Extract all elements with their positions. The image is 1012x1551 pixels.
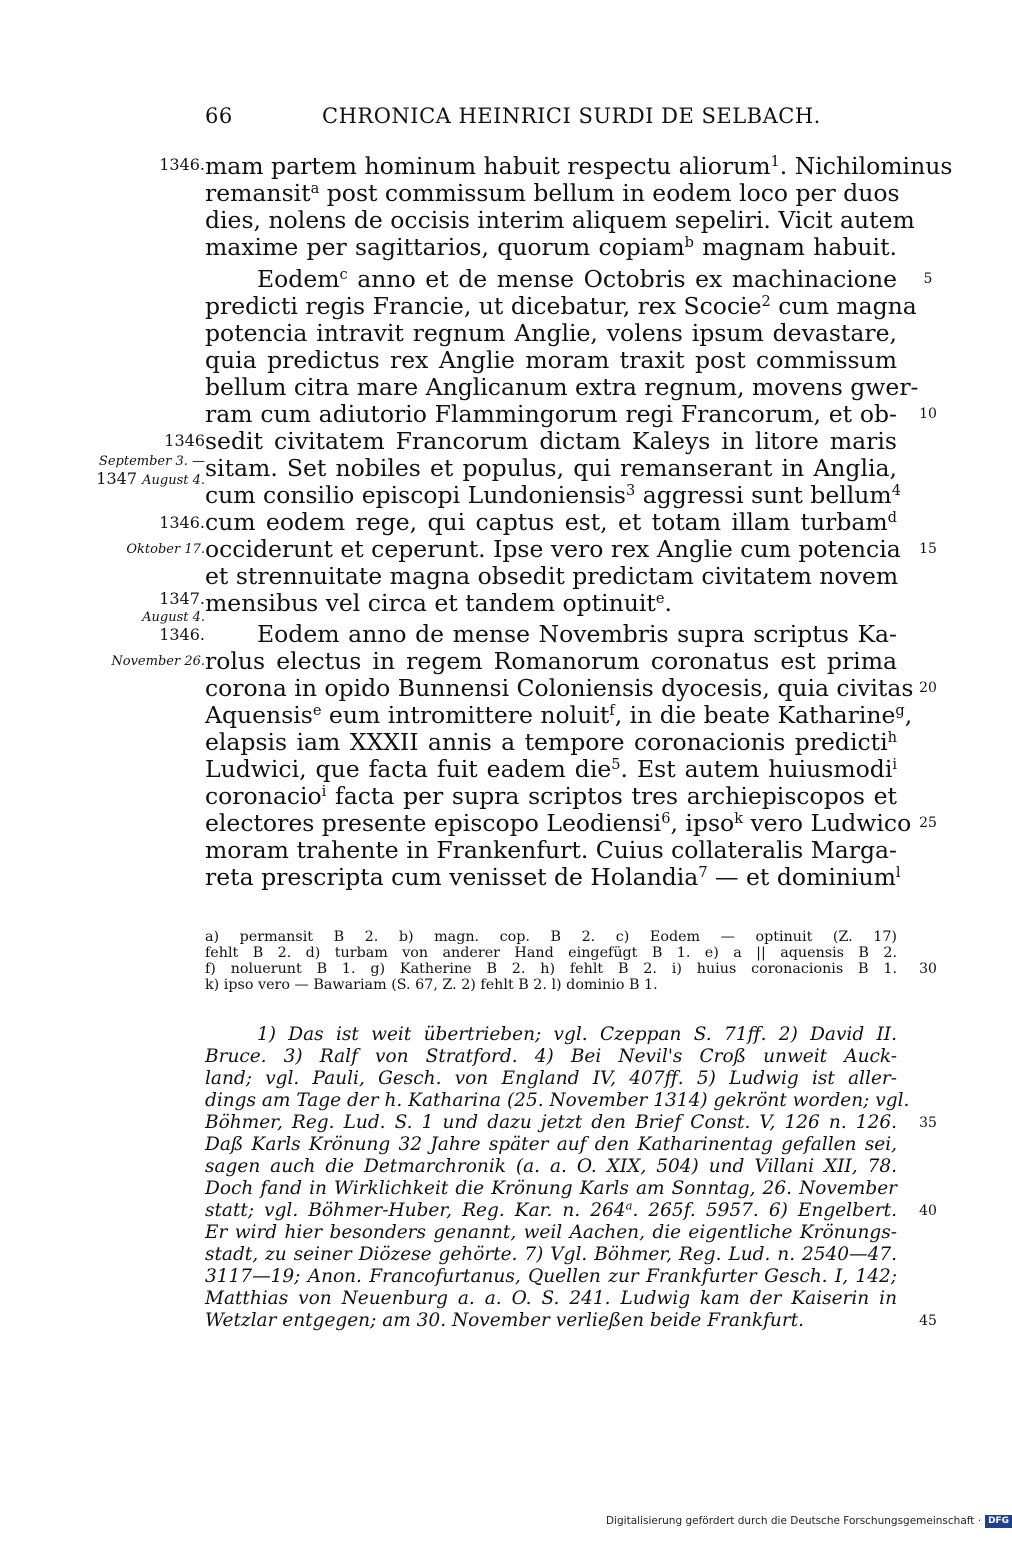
margin-note: 1346. xyxy=(159,155,205,174)
text-line: sedit civitatem Francorum dictam Kaleys in litore maris xyxy=(205,427,897,455)
footnote-line: Matthias von Neuenburg a. a. O. S. 241. Ludwig kam der Kaiserin in xyxy=(205,1288,897,1309)
text-line: remansit$^a$ post commissum bellum in eodem loco per duos xyxy=(205,179,900,207)
line-number: 25 xyxy=(919,815,937,831)
footnote-line: land; vgl. Pauli, Gesch. von England IV, 407ff. 5) Ludwig ist aller- xyxy=(205,1068,897,1089)
text-line: dies, nolens de occisis interim aliquem sepeliri. Vicit autem xyxy=(205,206,915,234)
margin-note: 1347. xyxy=(159,589,205,608)
footnote-line: Böhmer, Reg. Lud. S. 1 und dazu jetzt den Brief Const. V, 126 n. 126. xyxy=(205,1112,897,1133)
text-line: bellum citra mare Anglicanum extra regnum, movens gwer- xyxy=(205,373,919,401)
page-title: CHRONICA HEINRICI SURDI DE SELBACH. xyxy=(322,104,821,128)
apparatus-line: a) permansit B 2. b) magn. cop. B 2. c) Eodem — optinuit (Z. 17) xyxy=(205,929,897,945)
margin-note-date: August 4. xyxy=(142,610,205,625)
text-line: Aquensis$^e$ eum intromittere noluit$^f$, in die beate Katharine$^g$, xyxy=(205,701,913,729)
text-line: et strennuitate magna obsedit predictam civitatem novem xyxy=(205,562,899,590)
margin-note: 1346 xyxy=(164,431,205,450)
footnote-line: dings am Tage der h. Katharina (25. November 1314) gekrönt worden; vgl. xyxy=(205,1090,910,1111)
line-number: 20 xyxy=(919,680,937,696)
line-number: 40 xyxy=(919,1203,937,1219)
margin-note: 1347 August 4. xyxy=(96,469,205,488)
footnote-line: Doch fand in Wirklichkeit die Krönung Karls am Sonntag, 26. November xyxy=(205,1178,897,1199)
text-line: sitam. Set nobiles et populus, qui remanserant in Anglia, xyxy=(205,454,897,482)
text-line: elapsis iam XXXII annis a tempore coronacionis predicti$^h$ xyxy=(205,728,897,756)
text-line: reta prescripta cum venisset de Holandia$^7$ — et dominium$^l$ xyxy=(205,863,901,891)
text-line: mensibus vel circa et tandem optinuit$^e$. xyxy=(205,589,672,617)
text-line: Eodem anno de mense Novembris supra scriptus Ka- xyxy=(257,620,897,648)
line-number: 30 xyxy=(919,961,937,977)
text-line: coronacio$^i$ facta per supra scriptos tres archiepiscopos et xyxy=(205,782,897,810)
credit-text: Digitalisierung gefördert durch die Deutsche Forschungsgemeinschaft · xyxy=(606,1515,982,1527)
apparatus-line: f) noluerunt B 1. g) Katherine B 2. h) fehlt B 2. i) huius coronacionis B 1. xyxy=(205,961,897,977)
digitization-credit xyxy=(606,1510,1010,1532)
text-line: cum consilio episcopi Lundoniensis$^3$ aggressi sunt bellum$^4$ xyxy=(205,481,901,509)
footnote-line: statt; vgl. Böhmer-Huber, Reg. Kar. n. 264$^a$. 265f. 5957. 6) Engelbert. xyxy=(205,1198,898,1221)
line-number: 15 xyxy=(919,541,937,557)
margin-note-date: Oktober 17. xyxy=(126,542,205,557)
text-line: potencia intravit regnum Anglie, volens ipsum devastare, xyxy=(205,319,897,347)
line-number: 10 xyxy=(919,406,937,422)
text-line: Eodem$^c$ anno et de mense Octobris ex machinacione xyxy=(257,265,897,293)
text-line: predicti regis Francie, ut dicebatur, rex Scocie$^2$ cum magna xyxy=(205,292,917,320)
footnote-line: Er wird hier besonders genannt, weil Aachen, die eigentliche Krönungs- xyxy=(205,1222,897,1243)
text-line: occiderunt et ceperunt. Ipse vero rex Anglie cum potencia xyxy=(205,535,901,563)
apparatus-line: fehlt B 2. d) turbam von anderer Hand eingefügt B 1. e) a || aquensis B 2. xyxy=(205,945,897,961)
apparatus-line: k) ipso vero — Bawariam (S. 67, Z. 2) fehlt B 2. l) dominio B 1. xyxy=(205,977,658,993)
text-line: moram trahente in Frankenfurt. Cuius collateralis Marga- xyxy=(205,836,897,864)
footnote-line: Bruce. 3) Ralf von Stratford. 4) Bei Nevil's Croß unweit Auck- xyxy=(205,1046,897,1067)
text-line: maxime per sagittarios, quorum copiam$^b$ magnam habuit. xyxy=(205,233,897,261)
line-number: 35 xyxy=(919,1115,937,1131)
margin-note: 1346. xyxy=(159,625,205,644)
text-line: corona in opido Bunnensi Coloniensis dyocesis, quia civitas xyxy=(205,674,914,702)
footnote-line: 1) Das ist weit übertrieben; vgl. Czeppan S. 71ff. 2) David II. xyxy=(257,1024,897,1045)
margin-note-date: September 3. — xyxy=(98,454,205,469)
line-number: 45 xyxy=(919,1313,937,1329)
footnote-line: sagen auch die Detmarchronik (a. a. O. XIX, 504) und Villani XII, 78. xyxy=(205,1156,897,1177)
dfg-logo: DFG xyxy=(985,1515,1012,1528)
margin-note-date: November 26. xyxy=(111,654,205,669)
text-line: ram cum adiutorio Flammingorum regi Francorum, et ob- xyxy=(205,400,897,428)
text-line: rolus electus in regem Romanorum coronatus est prima xyxy=(205,647,897,675)
text-line: electores presente episcopo Leodiensi$^6$, ipso$^k$ vero Ludwico xyxy=(205,809,912,837)
running-header xyxy=(205,101,895,131)
page-number: 66 xyxy=(205,104,233,128)
text-line: quia predictus rex Anglie moram traxit post commissum xyxy=(205,346,897,374)
line-number: 5 xyxy=(923,271,933,287)
footnote-line: Daß Karls Krönung 32 Jahre später auf den Katharinentag gefallen sei, xyxy=(205,1134,897,1155)
margin-note: 1346. xyxy=(159,513,205,532)
text-line: mam partem hominum habuit respectu aliorum$^1$. Nichilominus xyxy=(205,152,953,180)
footnote-line: Wetzlar entgegen; am 30. November verließen beide Frankfurt. xyxy=(205,1310,805,1331)
footnote-line: stadt, zu seiner Diözese gehörte. 7) Vgl. Böhmer, Reg. Lud. n. 2540—47. xyxy=(205,1244,897,1265)
text-line: cum eodem rege, qui captus est, et totam illam turbam$^d$ xyxy=(205,508,897,536)
text-line: Ludwici, que facta fuit eadem die$^5$. Est autem huiusmodi$^i$ xyxy=(205,755,898,783)
footnote-line: 3117—19; Anon. Francofurtanus, Quellen zur Frankfurter Gesch. I, 142; xyxy=(205,1266,897,1287)
